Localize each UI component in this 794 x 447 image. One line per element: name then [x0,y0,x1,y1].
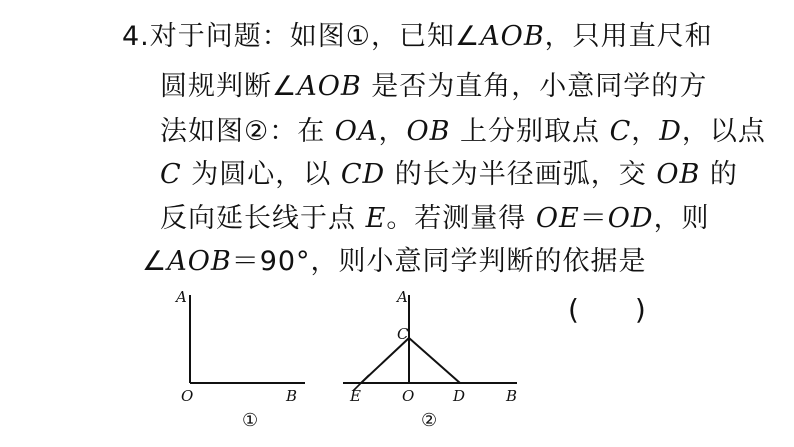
problem-line-1: 4.对于问题：如图①，已知∠AOB，只用直尺和 [122,21,713,52]
label-B: B [506,387,518,405]
label-B: B [286,387,298,405]
problem-line-4: C 为圆心，以 CD 的长为半径画弧，交 OB 的 [160,159,738,190]
figure-1-caption: ① [242,410,259,431]
figure-1 [174,288,305,431]
label-C: C [397,325,409,343]
label-O: O [181,387,194,405]
problem-line-3: 法如图②：在 OA，OB 上分别取点 C，D，以点 [160,116,766,147]
label-E: E [350,387,361,405]
segment-CD [409,338,460,383]
label-A: A [176,288,187,306]
problem-line-6: ∠AOB＝90°，则小意同学判断的依据是 [142,246,647,277]
problem-line-2: 圆规判断∠AOB 是否为直角，小意同学的方 [160,71,708,102]
label-A: A [397,288,408,306]
label-D: D [453,387,466,405]
answer-parentheses: ( ) [568,293,646,326]
figure-2-caption: ② [421,410,438,431]
problem-line-5: 反向延长线于点 E。若测量得 OE＝OD，则 [160,203,710,234]
label-O: O [402,387,415,405]
problem-number: 4. [122,21,150,52]
figure-2 [343,288,517,431]
